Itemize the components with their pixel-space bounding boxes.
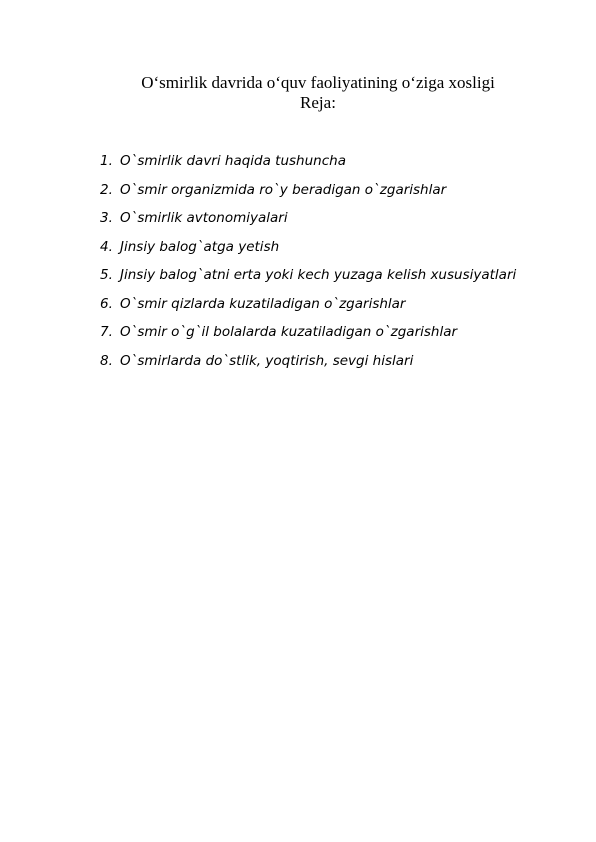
plan-item-number: 4. xyxy=(100,238,113,255)
plan-item-text: Jinsiy balog`atni erta yoki kech yuzaga kelish xususiyatlari xyxy=(120,267,517,283)
plan-item xyxy=(100,294,560,323)
plan-item-text: O`smir qizlarda kuzatiladigan o`zgarishlar xyxy=(120,295,406,312)
plan-item-text: O`smir organizmida ro`y beradigan o`zgarishlar xyxy=(120,181,447,198)
plan-item xyxy=(100,322,560,351)
plan-item xyxy=(100,237,560,266)
plan-list xyxy=(100,151,560,379)
plan-item xyxy=(100,351,560,380)
plan-item-number: 3. xyxy=(100,210,113,226)
document-title: O‘smirlik davrida o‘quv faoliyatining o‘ziga xosligi xyxy=(141,73,495,92)
plan-item-text: O`smirlik davri haqida tushuncha xyxy=(120,153,346,169)
plan-item-number: 8. xyxy=(100,352,113,369)
plan-item-number: 1. xyxy=(100,153,113,169)
plan-heading: Reja: xyxy=(300,93,336,112)
plan-item xyxy=(100,151,560,180)
plan-item-text: O`smir o`g`il bolalarda kuzatiladigan o`zgarishlar xyxy=(120,324,458,340)
plan-item-number: 7. xyxy=(100,324,113,340)
plan-item xyxy=(100,265,560,294)
plan-item-number: 6. xyxy=(100,295,113,312)
plan-item-text: Jinsiy balog`atga yetish xyxy=(120,238,280,255)
plan-item xyxy=(100,208,560,237)
plan-item xyxy=(100,180,560,209)
plan-item-number: 2. xyxy=(100,181,113,198)
plan-item-number: 5. xyxy=(100,267,113,283)
plan-item-text: O`smirlik avtonomiyalari xyxy=(120,210,288,226)
plan-item-text: O`smirlarda do`stlik, yoqtirish, sevgi hislari xyxy=(120,352,414,369)
